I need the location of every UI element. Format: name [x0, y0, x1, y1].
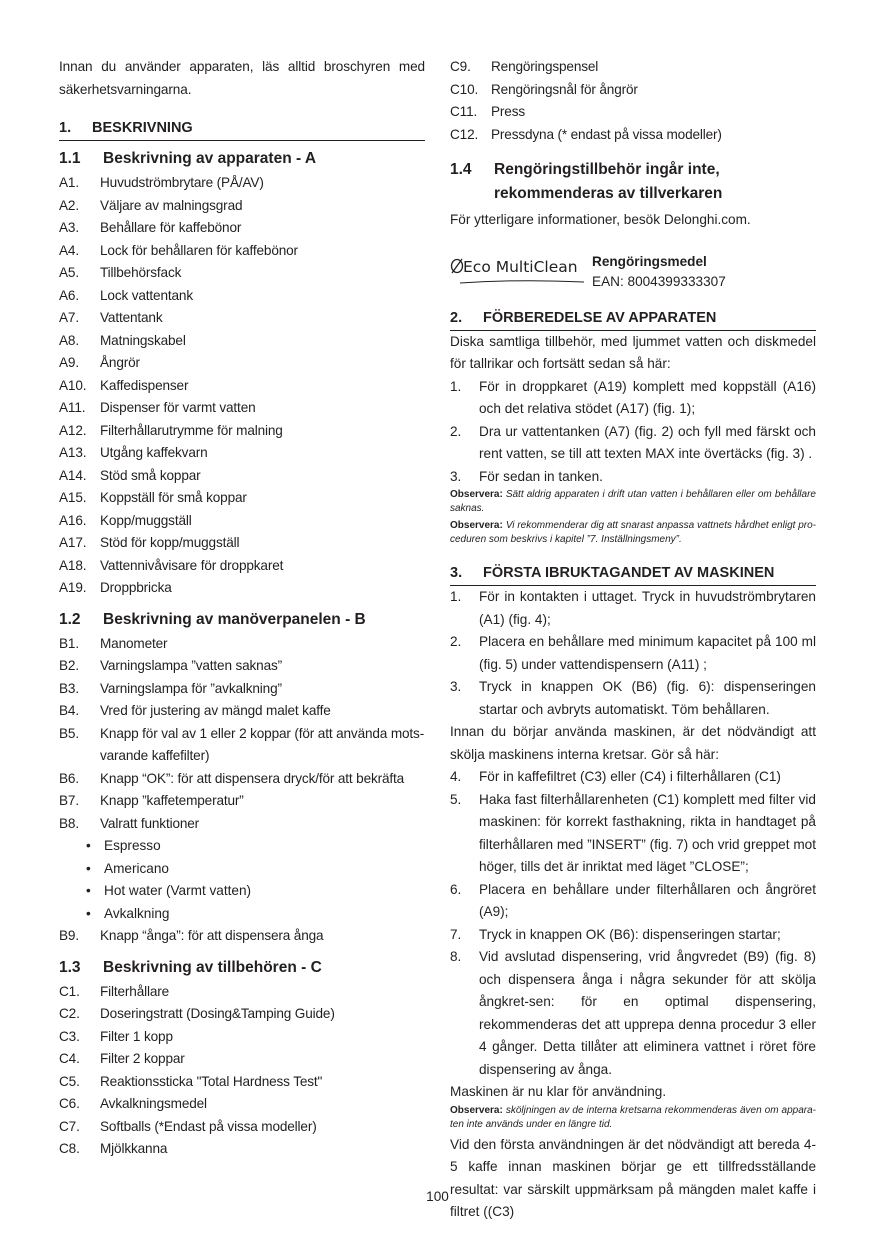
- item-code: A6.: [59, 287, 79, 303]
- item-code: B9.: [59, 928, 79, 943]
- eco-logo-text: Eco MultiClean: [463, 257, 578, 276]
- step-text: Placera en behållare med minimum kapacitet på 100 ml (fig. 5) under vattendispensern (A11) ;: [479, 634, 816, 672]
- step-number: 7.: [450, 926, 462, 942]
- section-1-heading: [59, 118, 425, 141]
- section-title: BESKRIVNING: [92, 120, 193, 136]
- section-number: 3.: [450, 565, 463, 581]
- list-item: [59, 678, 425, 701]
- item-code: A11.: [59, 400, 86, 415]
- list-item: [59, 1116, 425, 1139]
- item-text: Ångrör: [100, 355, 140, 370]
- list-item: [59, 397, 425, 420]
- subsection-number: 1.4: [450, 161, 472, 178]
- list-item: [59, 352, 425, 375]
- bullet-text: Espresso: [104, 838, 161, 853]
- list-item: [59, 925, 425, 948]
- item-text: Reaktionssticka "Total Hardness Test": [100, 1073, 323, 1089]
- item-text: Lock för behållaren för kaffebönor: [100, 242, 298, 258]
- item-code: A9.: [59, 355, 79, 370]
- list-item: [59, 1093, 425, 1116]
- list-item: [59, 510, 425, 533]
- item-code: B1.: [59, 635, 79, 651]
- item-code: B8.: [59, 815, 79, 831]
- component-list-c: [59, 981, 425, 1161]
- step-item: [450, 676, 816, 721]
- item-code: C9.: [450, 59, 471, 74]
- item-code: B4.: [59, 703, 79, 718]
- component-list-c-continued: [450, 56, 816, 146]
- item-code: C4.: [59, 1051, 80, 1066]
- leaf-icon: [450, 252, 586, 288]
- item-text: Rengöringsnål för ångrör: [491, 81, 638, 97]
- step-item: [450, 466, 816, 489]
- item-text: Knapp ”kaffetemperatur”: [100, 793, 244, 808]
- list-item: [59, 633, 425, 656]
- subsection-1-2-heading: [59, 610, 425, 630]
- intro-text: Innan du använder apparaten, läs alltid broschyren med säkerhetsvarningarna.: [59, 59, 425, 97]
- item-text: Filterhållare: [100, 983, 170, 999]
- right-column: [450, 56, 816, 1224]
- item-text: Huvudströmbrytare (PÅ/AV): [100, 175, 264, 190]
- section-2-steps: [450, 376, 816, 489]
- note-label: Observera:: [450, 1104, 503, 1116]
- bullet-text: Avkalkning: [104, 905, 170, 921]
- list-item: [59, 790, 425, 813]
- list-item: [59, 655, 425, 678]
- list-item: [59, 1048, 425, 1071]
- item-text: Filter 1 kopp: [100, 1028, 173, 1044]
- page-number: 100: [426, 1189, 449, 1204]
- step-text: För sedan in tanken.: [479, 468, 603, 484]
- item-code: C8.: [59, 1141, 80, 1156]
- item-code: A15.: [59, 490, 87, 505]
- item-text: Kaffedispenser: [100, 377, 189, 393]
- step-number: 3.: [450, 679, 462, 694]
- list-item: [59, 487, 425, 510]
- component-list-a: [59, 172, 425, 600]
- step-item: [450, 586, 816, 631]
- item-code: B7.: [59, 793, 79, 808]
- component-list-b: [59, 633, 425, 836]
- item-text: Väljare av malningsgrad: [100, 197, 243, 213]
- list-item: [59, 1026, 425, 1049]
- list-item: [59, 981, 425, 1004]
- item-text: Mjölkkanna: [100, 1141, 168, 1156]
- item-code: C6.: [59, 1096, 80, 1111]
- item-code: C5.: [59, 1073, 80, 1089]
- item-code: A10.: [59, 377, 87, 393]
- step-number: 8.: [450, 949, 462, 964]
- list-item: [450, 101, 816, 124]
- list-item: [450, 79, 816, 102]
- section-3-middle-text: Innan du börjar använda maskinen, är det nödvändigt att skölja maskinens interna kretsar. Gör så här:: [450, 724, 816, 762]
- step-number: 2.: [450, 423, 462, 439]
- accessory-info-text: För ytterligare informationer, besök Delonghi.com.: [450, 212, 751, 227]
- bullet-dot-icon: •: [86, 860, 91, 876]
- list-item: [59, 1138, 425, 1161]
- item-code: C1.: [59, 983, 80, 999]
- list-item: [59, 700, 425, 723]
- section-2-intro: Diska samtliga tillbehör, med ljummet vatten och diskmedel för tallrikar och fortsätt sedan så här:: [450, 333, 816, 371]
- item-text: Matningskabel: [100, 332, 186, 348]
- note-text: Sätt aldrig apparaten i drift utan vatten i behållaren eller om behållare saknas.: [450, 489, 816, 514]
- bullet-item: [86, 880, 425, 903]
- note-text: Vi rekommenderar dig att snarast anpassa vattnets hårdhet enligt pro-ceduren som beskrivs i kapitel ”7. Inställningsmeny”.: [450, 520, 816, 545]
- item-text: Vattentank: [100, 310, 163, 325]
- item-text: Valratt funktioner: [100, 815, 200, 831]
- eco-ean: EAN: 8004399333307: [592, 273, 726, 289]
- item-code: B3.: [59, 680, 79, 696]
- note-1: [450, 488, 816, 516]
- item-text: Avkalkningsmedel: [100, 1096, 207, 1111]
- list-item: [59, 1003, 425, 1026]
- step-text: Placera en behållare under filterhållaren och ångröret (A9);: [479, 881, 816, 919]
- item-code: A7.: [59, 310, 79, 325]
- step-item: [450, 421, 816, 466]
- list-item: [59, 532, 425, 555]
- item-text: Knapp för val av 1 eller 2 koppar (för att använda mots-varande kaffefilter): [100, 725, 425, 763]
- step-text: För in droppkaret (A19) komplett med koppställ (A16) och det relativa stödet (A17) (fig. 1);: [479, 378, 816, 416]
- item-text: Utgång kaffekvarn: [100, 445, 208, 460]
- eco-multiclean-block: [450, 252, 816, 292]
- item-text: Vattennivåvisare för droppkaret: [100, 557, 284, 573]
- list-item: [59, 375, 425, 398]
- item-text: Knapp “OK”: för att dispensera dryck/för att bekräfta: [100, 770, 405, 786]
- bullet-item: [86, 835, 425, 858]
- item-text: Varningslampa ”vatten saknas”: [100, 658, 283, 673]
- item-text: Lock vattentank: [100, 287, 193, 303]
- item-code: A12.: [59, 422, 87, 438]
- item-text: Doseringstratt (Dosing&Tamping Guide): [100, 1006, 335, 1021]
- item-code: C2.: [59, 1006, 80, 1021]
- bullet-dot-icon: •: [86, 905, 91, 921]
- step-text: Tryck in knappen OK (B6) (fig. 6): dispenseringen startar och avbryts automatiskt. Töm behållaren.: [479, 679, 816, 717]
- subsection-title: Beskrivning av tillbehören - C: [103, 958, 322, 976]
- step-item: [450, 946, 816, 1081]
- item-code: C3.: [59, 1028, 80, 1044]
- step-number: 3.: [450, 468, 462, 484]
- item-text: Koppställ för små koppar: [100, 490, 247, 505]
- section-title: FÖRSTA IBRUKTAGANDET AV MASKINEN: [483, 565, 775, 581]
- item-text: Stöd för kopp/muggställ: [100, 535, 240, 550]
- subsection-title: Beskrivning av apparaten - A: [103, 150, 317, 167]
- item-text: Pressdyna (* endast på vissa modeller): [491, 126, 722, 142]
- subsection-title-line2: rekommenderas av tillverkaren: [494, 185, 723, 202]
- item-code: A1.: [59, 175, 79, 190]
- list-item: [59, 768, 425, 791]
- note-label: Observera:: [450, 489, 503, 500]
- section-title: FÖRBEREDELSE AV APPARATEN: [483, 309, 717, 326]
- item-text: Rengöringspensel: [491, 59, 599, 74]
- subsection-number: 1.3: [59, 958, 81, 976]
- section-3-heading: [450, 563, 816, 586]
- step-number: 5.: [450, 791, 462, 807]
- subsection-1-4-heading: [450, 158, 816, 206]
- eco-product-name: Rengöringsmedel: [592, 253, 707, 269]
- item-text: Dispenser för varmt vatten: [100, 400, 256, 415]
- item-code: A17.: [59, 535, 87, 550]
- item-text: Droppbricka: [100, 580, 172, 595]
- list-item: [59, 217, 425, 240]
- machine-ready-text: Maskinen är nu klar för användning.: [450, 1084, 667, 1099]
- note-3: [450, 1104, 816, 1132]
- note-2: [450, 519, 816, 547]
- step-item: [450, 376, 816, 421]
- list-item: [59, 240, 425, 263]
- component-list-b-end: [59, 925, 425, 948]
- item-code: A16.: [59, 512, 87, 528]
- item-code: B2.: [59, 658, 79, 673]
- step-item: [450, 631, 816, 676]
- item-text: Behållare för kaffebönor: [100, 220, 242, 235]
- step-number: 1.: [450, 378, 462, 394]
- step-item: [450, 766, 816, 789]
- section-3-steps-b: [450, 766, 816, 1081]
- item-code: A19.: [59, 580, 87, 595]
- left-column: [59, 56, 425, 1161]
- item-code: C10.: [450, 81, 479, 97]
- item-code: A3.: [59, 220, 79, 235]
- step-text: Haka fast filterhållarenheten (C1) komplett med filter vid maskinen: för korrekt fasthakning, rikta in handtaget på filterhållaren med ”INSERT” (fig. 7) och vrid greppet mot höger, tills det är inriktat med läget ”CLOSE”;: [479, 791, 816, 874]
- item-code: C11.: [450, 104, 478, 119]
- list-item: [450, 124, 816, 147]
- item-code: A8.: [59, 332, 79, 348]
- bullet-text: Americano: [104, 860, 169, 876]
- bullet-text: Hot water (Varmt vatten): [104, 883, 252, 898]
- list-item: [59, 195, 425, 218]
- item-code: A4.: [59, 242, 79, 258]
- list-item: [59, 420, 425, 443]
- list-item: [59, 813, 425, 836]
- item-code: C7.: [59, 1118, 80, 1134]
- item-code: A14.: [59, 467, 87, 483]
- step-text: För in kontakten i uttaget. Tryck in huvudströmbrytaren (A1) (fig. 4);: [479, 589, 816, 627]
- item-text: Stöd små koppar: [100, 467, 201, 483]
- subsection-number: 1.2: [59, 610, 81, 628]
- step-text: Vid avslutad dispensering, vrid ångvredet (B9) (fig. 8) och dispensera ånga i några sekunder för att skölja ångkret-sen: för en optimal dispensering, rekommenderas det att upprepa denna procedur 3 eller 4 gånger. Detta tillåter att eliminera vattnet i röret före dispensering av ånga.: [479, 949, 816, 1077]
- section-number: 1.: [59, 120, 72, 136]
- bullet-item: [86, 858, 425, 881]
- item-code: B6.: [59, 770, 79, 786]
- item-text: Softballs (*Endast på vissa modeller): [100, 1118, 317, 1134]
- eco-product-info: [592, 252, 726, 292]
- item-text: Varningslampa för ”avkalkning”: [100, 680, 282, 696]
- subsection-number: 1.1: [59, 150, 81, 167]
- item-code: B5.: [59, 725, 79, 741]
- step-item: [450, 879, 816, 924]
- step-text: Dra ur vattentanken (A7) (fig. 2) och fyll med färskt och rent vatten, se till att texten MAX inte övertäcks (fig. 3) .: [479, 423, 816, 461]
- note-label: Observera:: [450, 520, 503, 531]
- list-item: [450, 56, 816, 79]
- item-text: Kopp/muggställ: [100, 512, 192, 528]
- bullet-dot-icon: •: [86, 883, 91, 898]
- step-number: 2.: [450, 634, 462, 649]
- item-code: A2.: [59, 197, 79, 213]
- item-code: C12.: [450, 126, 479, 142]
- item-text: Manometer: [100, 635, 168, 651]
- eco-multiclean-logo: [450, 252, 586, 288]
- list-item: [59, 307, 425, 330]
- list-item: [59, 577, 425, 600]
- item-text: Filter 2 koppar: [100, 1051, 185, 1066]
- section-number: 2.: [450, 309, 463, 326]
- subsection-1-1-heading: [59, 149, 425, 169]
- step-text: Tryck in knappen OK (B6): dispenseringen startar;: [479, 926, 781, 942]
- item-text: Press: [491, 104, 525, 119]
- list-item: [59, 723, 425, 768]
- function-bullet-list: [59, 835, 425, 925]
- step-number: 6.: [450, 881, 462, 897]
- first-use-text: Vid den första användningen är det nödvändigt att bereda 4-5 kaffe innan maskinen börjar ge ett tillfredsställande resultat: var särskilt uppmärksam på mängden malet kaffe i filtret ((C3): [450, 1136, 816, 1219]
- item-text: Filterhållarutrymme för malning: [100, 422, 283, 438]
- note-text: sköljningen av de interna kretsarna rekommenderas även om appara-ten inte används under en längre tid.: [450, 1104, 816, 1130]
- item-code: A13.: [59, 445, 87, 460]
- list-item: [59, 285, 425, 308]
- step-item: [450, 789, 816, 879]
- list-item: [59, 555, 425, 578]
- item-code: A5.: [59, 265, 79, 280]
- list-item: [59, 442, 425, 465]
- bullet-item: [86, 903, 425, 926]
- step-number: 1.: [450, 589, 462, 604]
- subsection-title-line1: Rengöringstillbehör ingår inte,: [494, 161, 720, 178]
- list-item: [59, 465, 425, 488]
- step-text: För in kaffefiltret (C3) eller (C4) i filterhållaren (C1): [479, 769, 781, 784]
- list-item: [59, 330, 425, 353]
- step-item: [450, 924, 816, 947]
- list-item: [59, 1071, 425, 1094]
- subsection-1-3-heading: [59, 958, 425, 978]
- section-3-steps-a: [450, 586, 816, 721]
- subsection-title: Beskrivning av manöverpanelen - B: [103, 610, 366, 628]
- section-2-heading: [450, 308, 816, 331]
- item-text: Tillbehörsfack: [100, 265, 182, 280]
- list-item: [59, 262, 425, 285]
- list-item: [59, 172, 425, 195]
- item-code: A18.: [59, 557, 87, 573]
- item-text: Knapp “ånga”: för att dispensera ånga: [100, 928, 324, 943]
- item-text: Vred för justering av mängd malet kaffe: [100, 703, 331, 718]
- bullet-dot-icon: •: [86, 838, 91, 853]
- step-number: 4.: [450, 769, 462, 784]
